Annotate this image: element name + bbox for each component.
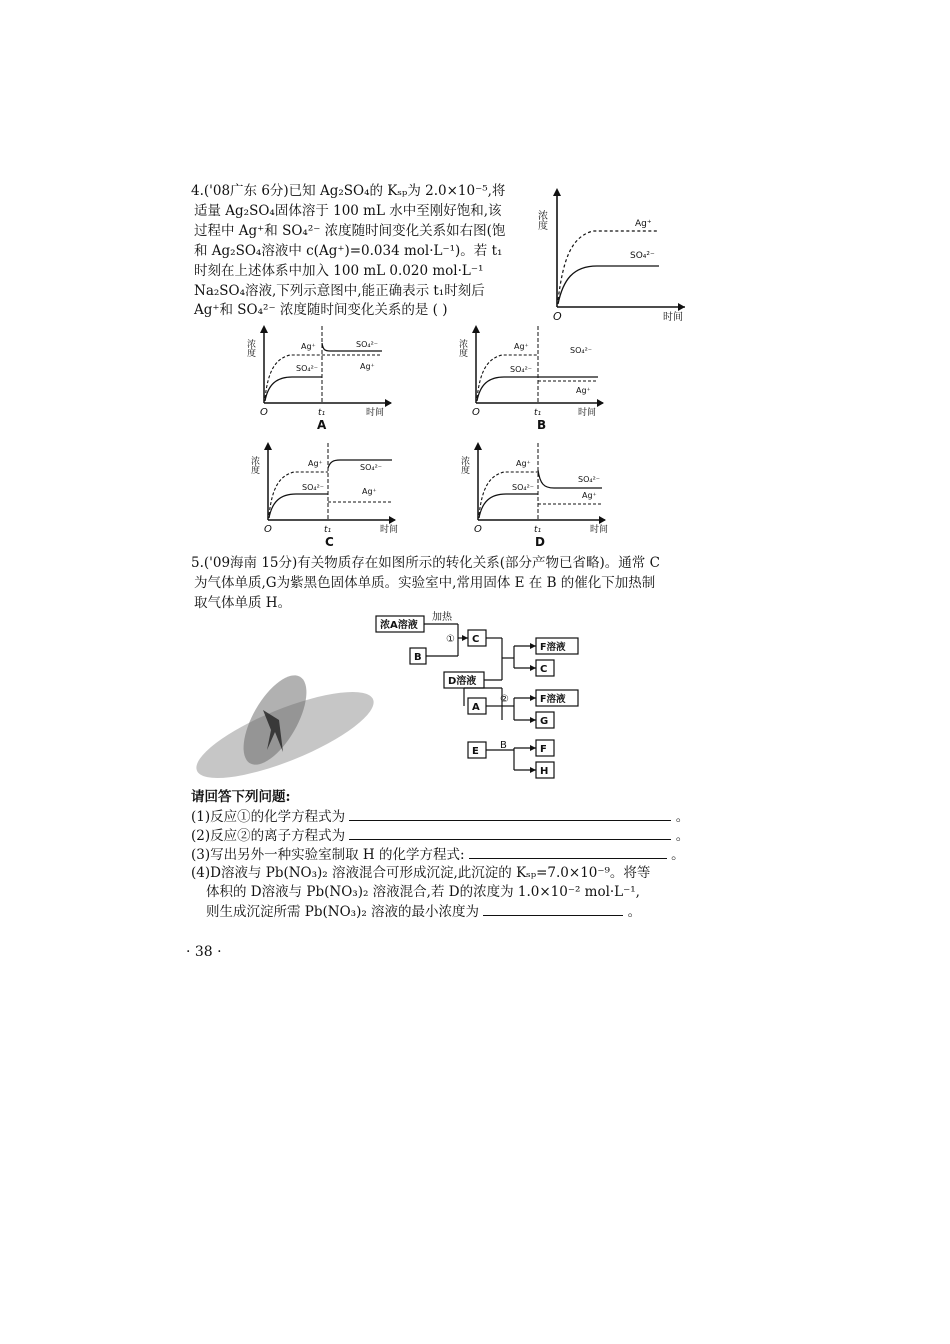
q5-sub2-text: (2)反应②的离子方程式为: [191, 828, 346, 844]
flow-r1: ①: [446, 634, 455, 645]
q5-sub4-line3: [206, 903, 641, 922]
flow-h: H: [540, 766, 549, 777]
scan-smudge: [175, 640, 405, 810]
q5-sub4-period: 。: [627, 904, 642, 920]
a-xaxis-label: 时间: [366, 408, 385, 418]
d-origin-label: O: [474, 524, 482, 535]
flow-c: C: [472, 634, 480, 645]
flow-f-sol-1: F溶液: [540, 642, 566, 653]
c-ag-label-left: Ag⁺: [308, 459, 323, 468]
flow-b: B: [414, 652, 422, 663]
q5-sub4-line2: 体积的 D溶液与 Pb(NO₃)₂ 溶液混合,若 D的浓度为 1.0×10⁻² mol·L⁻¹,: [206, 884, 640, 900]
option-a-letter: A: [317, 418, 327, 432]
q5-prompt: 请回答下列问题:: [191, 789, 291, 805]
b-so4-label-left: SO₄²⁻: [510, 365, 533, 374]
q5-sub1-answer-blank[interactable]: [349, 808, 671, 821]
option-c-graph: [250, 440, 410, 552]
a-ag-label-left: Ag⁺: [301, 342, 316, 351]
flow-g: G: [540, 716, 549, 727]
b-origin-label: O: [472, 407, 480, 418]
c-so4-label-left: SO₄²⁻: [302, 483, 325, 492]
q4-line-6: Na₂SO₄溶液,下列示意图中,能正确表示 t₁时刻后: [194, 283, 485, 299]
option-d-graph: [460, 440, 620, 552]
flow-heat: 加热: [432, 612, 452, 623]
q5-sub1-text: (1)反应①的化学方程式为: [191, 809, 346, 825]
q5-line-3: 取气体单质 H。: [194, 595, 292, 611]
d-ag-label-left: Ag⁺: [516, 459, 531, 468]
q4-line-3: 过程中 Ag⁺和 SO₄²⁻ 浓度随时间变化关系如右图(饱: [194, 223, 506, 239]
q5-sub2: [191, 827, 689, 846]
flow-conc-a: 浓A溶液: [380, 620, 418, 631]
c-so4-label-right: SO₄²⁻: [360, 463, 383, 472]
option-c-letter: C: [325, 535, 334, 549]
option-d-letter: D: [535, 535, 545, 549]
b-ag-label-left: Ag⁺: [514, 342, 529, 351]
ref-yaxis-label: 浓度: [535, 210, 547, 230]
q4-line-5: 时刻在上述体系中加入 100 mL 0.020 mol·L⁻¹: [194, 263, 484, 279]
d-so4-label-left: SO₄²⁻: [512, 483, 535, 492]
a-t1-label: t₁: [318, 408, 326, 418]
ref-ag-label: Ag⁺: [635, 219, 652, 229]
ref-so4-label: SO₄²⁻: [630, 251, 655, 261]
q5-sub3-text: (3)写出另外一种实验室制取 H 的化学方程式:: [191, 847, 465, 863]
flow-a: A: [472, 702, 480, 713]
q5-line-1: 5.('09海南 15分)有关物质存在如图所示的转化关系(部分产物已省略)。通常 C: [191, 555, 660, 571]
page-number: · 38 ·: [186, 944, 222, 960]
reference-graph: [535, 182, 695, 322]
flow-d-sol: D溶液: [448, 676, 477, 687]
d-yaxis-label: 浓度: [459, 456, 469, 474]
flow-e: E: [472, 746, 479, 757]
q5-sub2-answer-blank[interactable]: [349, 827, 671, 840]
flow-b-catalyst: B: [500, 740, 507, 751]
q5-sub4-text: 则生成沉淀所需 Pb(NO₃)₂ 溶液的最小浓度为: [206, 904, 480, 920]
b-ag-label-right: Ag⁺: [576, 386, 591, 395]
a-so4-label-right: SO₄²⁻: [356, 340, 379, 349]
d-xaxis-label: 时间: [590, 525, 609, 535]
flow-f: F: [540, 744, 547, 755]
b-xaxis-label: 时间: [578, 408, 597, 418]
b-t1-label: t₁: [534, 408, 542, 418]
q4-line-4: 和 Ag₂SO₄溶液中 c(Ag⁺)=0.034 mol·L⁻¹)。若 t₁: [194, 243, 503, 259]
q5-sub1-period: 。: [675, 809, 690, 825]
flow-f-sol-2: F溶液: [540, 694, 566, 705]
q5-sub3-answer-blank[interactable]: [469, 846, 667, 859]
c-yaxis-label: 浓度: [249, 456, 259, 474]
c-ag-label-right: Ag⁺: [362, 487, 377, 496]
a-yaxis-label: 浓度: [245, 339, 255, 357]
q4-line-1: 4.('08广东 6分)已知 Ag₂SO₄的 Kₛₚ为 2.0×10⁻⁵,将: [191, 183, 506, 199]
q4-line-2: 适量 Ag₂SO₄固体溶于 100 mL 水中至刚好饱和,该: [194, 203, 502, 219]
option-b-letter: B: [537, 418, 547, 432]
option-a-graph: [246, 323, 406, 435]
q5-sub2-period: 。: [675, 828, 690, 844]
a-ag-label-right: Ag⁺: [360, 362, 375, 371]
b-yaxis-label: 浓度: [457, 339, 467, 357]
c-origin-label: O: [264, 524, 272, 535]
option-b-graph: [458, 323, 618, 435]
q5-line-2: 为气体单质,G为紫黑色固体单质。实验室中,常用固体 E 在 B 的催化下加热制: [194, 575, 656, 591]
ref-xaxis-label: 时间: [663, 312, 683, 323]
d-ag-label-right: Ag⁺: [582, 491, 597, 500]
b-so4-label-right: SO₄²⁻: [570, 346, 593, 355]
ref-origin-label: O: [553, 310, 562, 323]
q5-sub4-answer-blank[interactable]: [483, 903, 623, 916]
q5-sub3-period: 。: [671, 847, 685, 863]
a-so4-label-left: SO₄²⁻: [296, 364, 319, 373]
q5-sub4-line1: (4)D溶液与 Pb(NO₃)₂ 溶液混合可形成沉淀,此沉淀的 Kₛₚ=7.0×10⁻⁹。将等: [191, 865, 651, 881]
q5-sub1: [191, 808, 689, 827]
q4-line-7: Ag⁺和 SO₄²⁻ 浓度随时间变化关系的是 ( ): [194, 302, 448, 318]
c-xaxis-label: 时间: [380, 525, 399, 535]
flow-r2: ②: [500, 694, 509, 705]
d-t1-label: t₁: [534, 525, 542, 535]
q5-sub3: [191, 846, 685, 865]
a-origin-label: O: [260, 407, 268, 418]
flow-c-2: C: [540, 664, 548, 675]
d-so4-label-right: SO₄²⁻: [578, 475, 601, 484]
c-t1-label: t₁: [324, 525, 332, 535]
